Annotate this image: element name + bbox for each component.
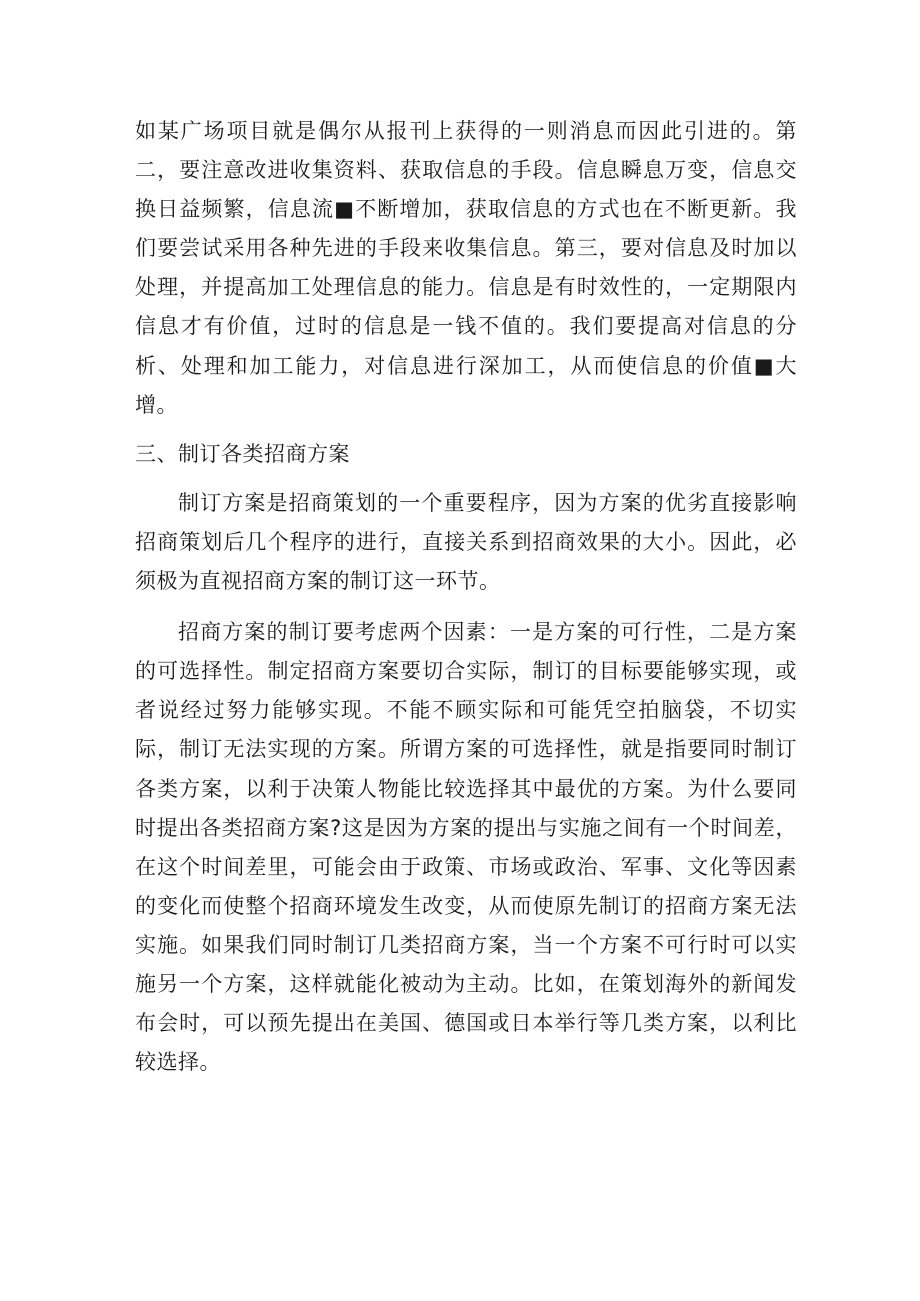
- spacer: [135, 425, 797, 435]
- paragraph-plan-importance: 制订方案是招商策划的一个重要程序，因为方案的优劣直接影响招商策划后几个程序的进行，直接关系到招商效果的大小。因此，必须极为直视招商方案的制订这一环节。: [135, 490, 797, 594]
- paragraph-plan-factors: 招商方案的制订要考虑两个因素：一是方案的可行性，二是方案的可选择性。制定招商方案要切合实际，制订的目标要能够实现，或者说经过努力能够实现。不能不顾实际和可能凭空拍脑袋，不切实际，制订无法实现的方案。所谓方案的可选择性，就是指要同时制订各类方案，以利于决策人物能比较选择其中最优的方案。为什么要同时提出各类招商方案?这是因为方案的提出与实施之间有一个时间差，在这个时间差里，可能会由于政策、市场或政治、军事、文化等因素的变化而使整个招商环境发生改变，从而使原先制订的招商方案无法实施。如果我们同时制订几类招商方案，当一个方案不可行时可以实施另一个方案，这样就能化被动为主动。比如，在策划海外的新闻发布会时，可以预先提出在美国、德国或日本举行等几类方案，以利比较选择。: [135, 620, 797, 1075]
- spacer: [135, 474, 797, 484]
- section-heading-3: 三、制订各类招商方案: [135, 441, 350, 466]
- spacer: [135, 601, 797, 613]
- document-body: [135, 112, 797, 1082]
- paragraph-information-handling: 如某广场项目就是偶尔从报刊上获得的一则消息而因此引进的。第二，要注意改进收集资料、获取信息的手段。信息瞬息万变，信息交换日益频繁，信息流■不断增加，获取信息的方式也在不断更新。我们要尝试采用各种先进的手段来收集信息。第三，要对信息及时加以处理，并提高加工处理信息的能力。信息是有时效性的，一定期限内信息才有价值，过时的信息是一钱不值的。我们要提高对信息的分析、处理和加工能力，对信息进行深加工，从而使信息的价值■大增。: [135, 119, 797, 417]
